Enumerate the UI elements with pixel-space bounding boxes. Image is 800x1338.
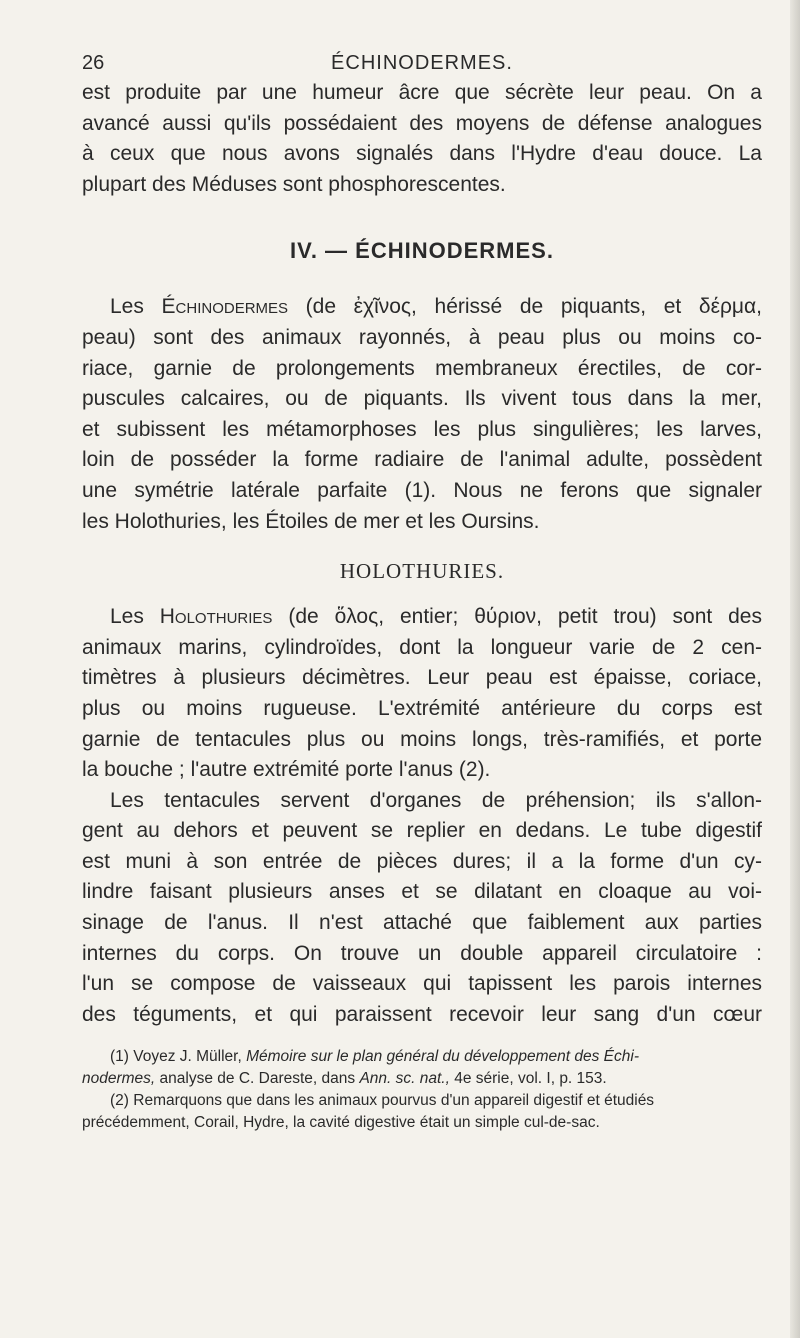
- paragraph-4: [82, 786, 762, 1031]
- text-line: riace, garnie de prolongements membraneux érectiles, de cor-: [82, 356, 762, 380]
- text-line: la bouche ; l'autre extrémité porte l'anus (2).: [82, 758, 491, 782]
- text-line: loin de posséder la forme radiaire de l'animal adulte, possèdent: [82, 448, 762, 472]
- text-fragment: Les: [110, 295, 162, 319]
- text-line: [82, 292, 762, 323]
- text-line: peau) sont des animaux rayonnés, à peau plus ou moins co-: [82, 325, 762, 349]
- footnote-2-line: (2) Remarquons que dans les animaux pourvus d'un appareil digestif et étudiés: [110, 1092, 655, 1110]
- text-line: est muni à son entrée de pièces dures; il a la forme d'un cy-: [82, 849, 762, 873]
- book-page: [82, 44, 762, 1134]
- text-line: sinage de l'anus. Il n'est attaché que faiblement aux parties: [82, 911, 762, 935]
- text-line: plupart des Méduses sont phosphorescentes.: [82, 172, 506, 196]
- text-fragment: Les: [110, 605, 160, 629]
- text-line: gent au dehors et peuvent se replier en dedans. Le tube digestif: [82, 819, 762, 843]
- text-line: timètres à plusieurs décimètres. Leur peau est épaisse, coriace,: [82, 666, 762, 690]
- text-line: Les tentacules servent d'organes de préhension; ils s'allon-: [110, 788, 762, 812]
- term-holothuries: Holothuries: [159, 605, 273, 629]
- paragraph-1: [82, 78, 762, 200]
- text-fragment: 4e série, vol. I, p. 153.: [449, 1070, 607, 1088]
- footnote-2-line: précédemment, Corail, Hydre, la cavité digestive était un simple cul-de-sac.: [82, 1114, 600, 1132]
- text-line: une symétrie latérale parfaite (1). Nous ne ferons que signaler: [82, 478, 762, 502]
- citation-title: Mémoire sur le plan général du développement des Échi-: [246, 1048, 639, 1066]
- text-line: internes du corps. On trouve un double appareil circulatoire :: [82, 941, 762, 965]
- running-head: [82, 44, 762, 78]
- page-number: 26: [82, 52, 105, 74]
- citation-title: nodermes,: [82, 1070, 156, 1088]
- text-line: puscules calcaires, ou de piquants. Ils vivent tous dans la mer,: [82, 387, 762, 411]
- text-line: à ceux que nous avons signalés dans l'Hydre d'eau douce. La: [82, 142, 762, 166]
- text-line: est produite par une humeur âcre que sécrète leur peau. On a: [82, 81, 762, 104]
- footnote-1-line: [82, 1068, 762, 1090]
- section-heading: IV. — ÉCHINODERMES.: [290, 238, 554, 264]
- text-line: les Holothuries, les Étoiles de mer et les Oursins.: [82, 509, 540, 533]
- text-line: lindre faisant plusieurs anses et se dilatant en cloaque au voi-: [82, 880, 762, 904]
- text-line: des téguments, et qui paraissent recevoir leur sang d'un cœur: [82, 1002, 762, 1026]
- text-fragment: (de ὅλος, entier; θύριον, petit trou) sont des: [272, 605, 762, 629]
- text-line: [82, 602, 762, 633]
- text-fragment: analyse de C. Dareste, dans: [155, 1070, 360, 1088]
- journal-abbrev: Ann. sc. nat.,: [359, 1070, 450, 1088]
- text-line: garnie de tentacules plus ou moins longs, très-ramifiés, et porte: [82, 727, 762, 751]
- footnote-1-line: [82, 1046, 762, 1068]
- text-line: plus ou moins rugueuse. L'extrémité antérieure du corps est: [82, 696, 762, 720]
- text-line: l'un se compose de vaisseaux qui tapissent les parois internes: [82, 972, 762, 996]
- text-line: et subissent les métamorphoses les plus singulières; les larves,: [82, 417, 762, 441]
- text-line: avancé aussi qu'ils possédaient des moyens de défense analogues: [82, 111, 762, 135]
- running-title: ÉCHINODERMES.: [331, 52, 513, 74]
- text-fragment: (de ἐχῖνος, hérissé de piquants, et δέρμα,: [288, 295, 762, 319]
- term-echinodermes: Échinodermes: [161, 295, 289, 319]
- subheading: HOLOTHURIES.: [339, 559, 505, 584]
- page-edge: [790, 0, 800, 1338]
- paragraph-3: [82, 602, 762, 786]
- paragraph-2: [82, 292, 762, 537]
- footnotes: [82, 1046, 762, 1134]
- text-fragment: (1) Voyez J. Müller,: [110, 1048, 247, 1066]
- text-line: animaux marins, cylindroïdes, dont la longueur varie de 2 cen-: [82, 635, 762, 659]
